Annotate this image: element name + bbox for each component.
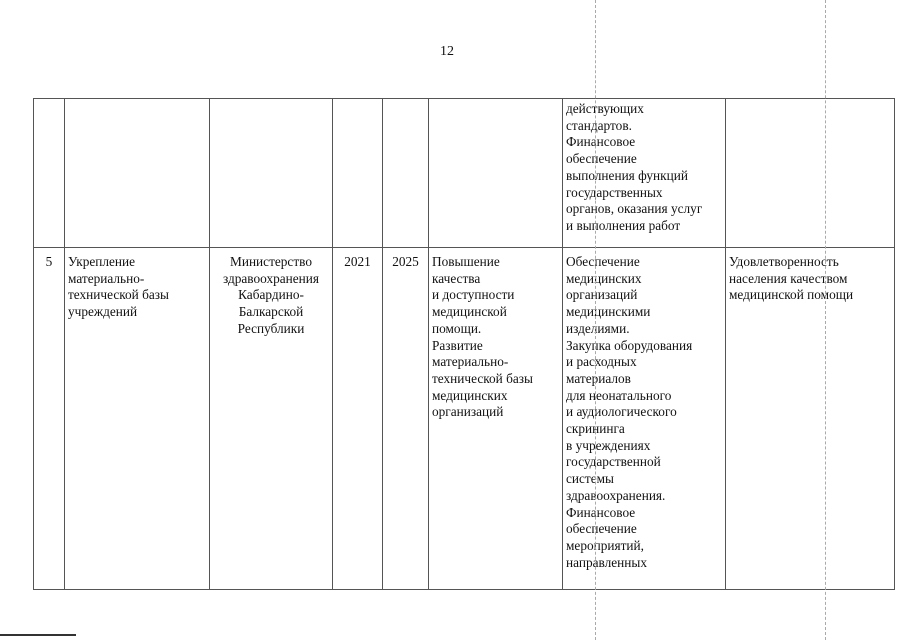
text-line: материально- xyxy=(432,354,509,370)
text-line: обеспечение xyxy=(566,521,637,537)
text-line: технической базы xyxy=(432,370,533,386)
table-row xyxy=(34,248,895,590)
scan-artifact-line xyxy=(825,0,826,640)
text-line: стандартов. xyxy=(566,117,632,133)
text-line: органов, оказания услуг xyxy=(566,201,703,217)
text-line: технической базы xyxy=(68,287,169,303)
text-line: Повышение xyxy=(432,254,500,269)
text-line: Закупка оборудования xyxy=(566,337,693,353)
text-line: скрининга xyxy=(566,421,625,437)
cell-result xyxy=(429,248,563,590)
cell-activities xyxy=(563,248,726,590)
text-line: здравоохранения xyxy=(222,270,320,286)
text-line: Республики xyxy=(237,320,305,336)
cell-indicator xyxy=(726,99,895,248)
text-line: медицинских xyxy=(432,387,508,403)
cell-result xyxy=(429,99,563,248)
cell-activities xyxy=(563,99,726,248)
text-line: Кабардино- xyxy=(238,287,304,303)
cell-end xyxy=(383,99,429,248)
text-line: Финансовое xyxy=(566,134,636,150)
text-line: государственной xyxy=(566,454,661,470)
cell-start xyxy=(333,99,383,248)
text-line: Развитие xyxy=(432,337,483,353)
text-line: государственных xyxy=(566,184,663,200)
text-line: и доступности xyxy=(432,287,515,303)
text-line: и выполнения работ xyxy=(566,217,681,233)
text-line: Министерство xyxy=(230,254,312,269)
scan-artifact-mark xyxy=(0,634,76,636)
text-line: Удовлетворенность xyxy=(729,254,839,269)
text-line: Финансовое xyxy=(566,504,636,520)
cell-name xyxy=(65,99,210,248)
text-line: медицинскими xyxy=(566,304,651,320)
text-line: помощи. xyxy=(432,320,482,336)
text-line: населения качеством xyxy=(729,270,848,286)
text-line: медицинской помощи xyxy=(729,287,854,303)
text-line: системы xyxy=(566,471,614,487)
cell-start: 2021 xyxy=(333,248,383,590)
text-line: мероприятий, xyxy=(566,537,644,553)
text-line: учреждений xyxy=(68,304,138,320)
text-line: и аудиологического xyxy=(566,404,677,420)
text-line: в учреждениях xyxy=(566,437,651,453)
text-line: материально- xyxy=(68,270,145,286)
text-line: направленных xyxy=(566,554,647,570)
text-line: Обеспечение xyxy=(566,254,640,269)
text-line: Укрепление xyxy=(68,254,136,269)
cell-num xyxy=(34,99,65,248)
text-line: выполнения функций xyxy=(566,167,688,183)
text-line: изделиями. xyxy=(566,320,630,336)
cell-executor xyxy=(210,99,333,248)
text-line: материалов xyxy=(566,370,631,386)
text-line: Балкарской xyxy=(238,304,304,320)
text-line: обеспечение xyxy=(566,151,637,167)
scan-artifact-line xyxy=(595,0,596,640)
cell-indicator xyxy=(726,248,895,590)
text-line: организаций xyxy=(566,287,638,303)
text-line: медицинской xyxy=(432,304,507,320)
cell-end: 2025 xyxy=(383,248,429,590)
table-row xyxy=(34,99,895,248)
text-line: и расходных xyxy=(566,354,637,370)
text-line: действующих xyxy=(566,101,644,116)
text-line: для неонатального xyxy=(566,387,672,403)
cell-executor xyxy=(210,248,333,590)
page-number: 12 xyxy=(440,44,454,59)
text-line: качества xyxy=(432,270,481,286)
cell-num: 5 xyxy=(34,248,65,590)
text-line: организаций xyxy=(432,404,504,420)
text-line: медицинских xyxy=(566,270,642,286)
text-line: здравоохранения. xyxy=(566,487,666,503)
cell-name xyxy=(65,248,210,590)
program-table xyxy=(33,98,895,590)
